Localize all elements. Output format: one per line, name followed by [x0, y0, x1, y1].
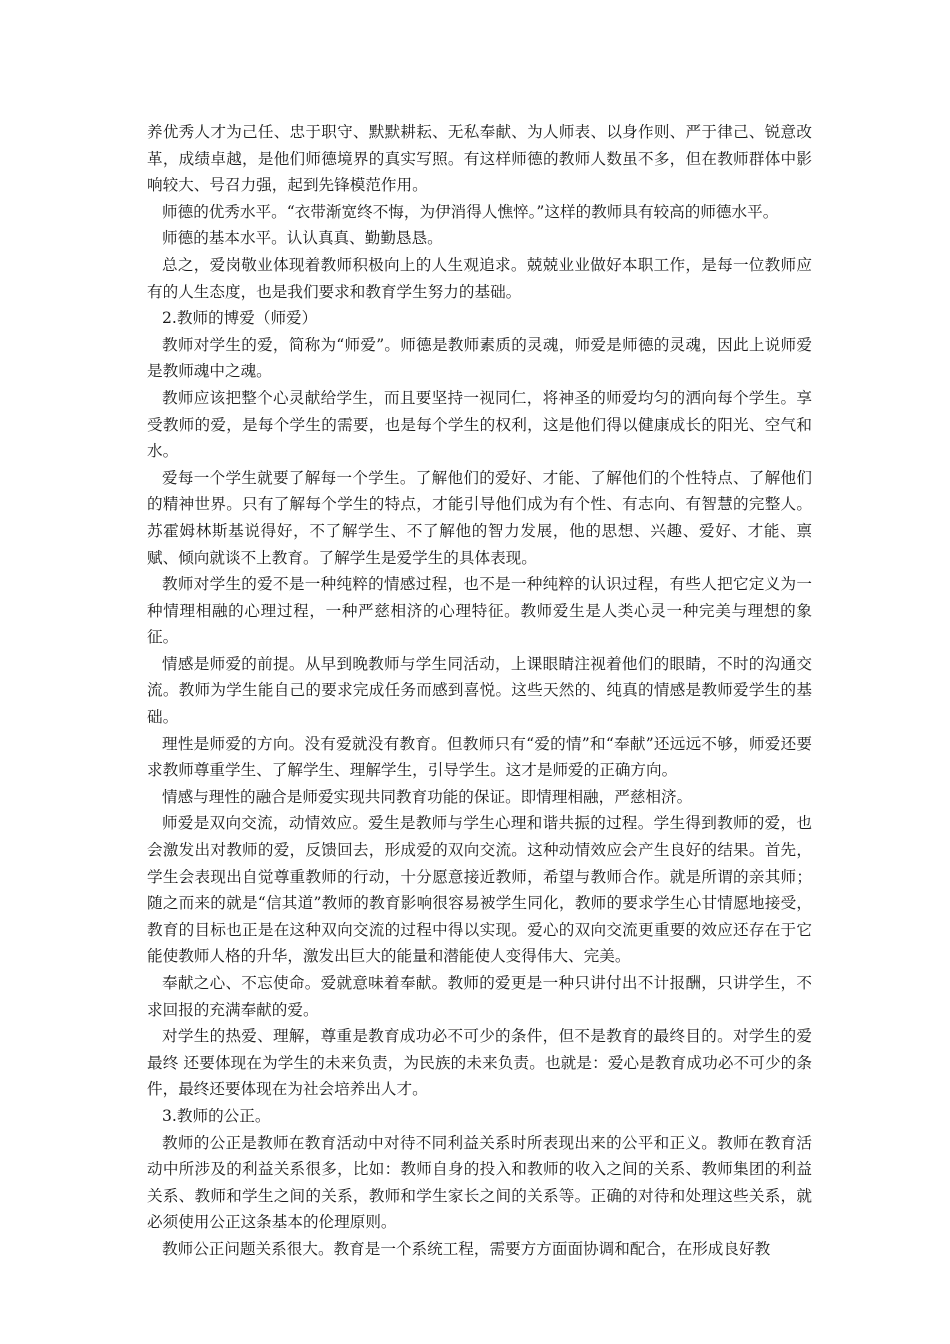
paragraph-fairness-definition: 教师的公正是教师在教育活动中对待不同利益关系时所表现出来的公平和正义。教师在教育活动中所涉及的利益关系很多，比如：教师自身的投入和教师的收入之间的关系、教师集团的利益关系、教师和学生之间的关系，教师和学生家长之间的关系等。正确的对待和处理这些关系，就必须使用公正这条基本的伦理原则。 — [147, 1133, 812, 1232]
paragraph-understand-students: 爱每一个学生就要了解每一个学生。了解他们的爱好、才能、了解他们的个性特点、了解他们的精神世界。只有了解每个学生的特点，才能引导他们成为有个性、有志向、有智慧的完整人。苏霍姆林斯基说得好，不了解学生、不了解他的智力发展，他的思想、兴趣、爱好、才能、禀赋、倾向就谈不上教育。了解学生是爱学生的具体表现。 — [147, 468, 812, 567]
paragraph-emotion-premise: 情感是师爱的前提。从早到晚教师与学生同活动，上课眼睛注视着他们的眼睛，不时的沟通交流。教师为学生能自己的要求完成任务而感到喜悦。这些天然的、纯真的情感是教师爱学生的基础。 — [147, 654, 812, 727]
paragraph-dedication: 奉献之心、不忘使命。爱就意味着奉献。教师的爱更是一种只讲付出不计报酬，只讲学生，不求回报的充满奉献的爱。 — [147, 974, 812, 1019]
section-heading-teacher-fairness: 3.教师的公正。 — [162, 1106, 271, 1125]
paragraph-love-process: 教师对学生的爱不是一种纯粹的情感过程，也不是一种纯粹的认识过程，有些人把它定义为一种情理相融的心理过程，一种严慈相济的心理特征。教师爱生是人类心灵一种完美与理想的象征。 — [147, 575, 812, 647]
paragraph-summary: 总之，爱岗敬业体现着教师积极向上的人生观追求。兢兢业业做好本职工作，是每一位教师应有的人生态度，也是我们要求和教育学生努力的基础。 — [147, 255, 812, 301]
paragraph-education-success: 对学生的热爱、理解，尊重是教育成功必不可少的条件，但不是教育的最终目的。对学生的爱最终 还要体现在为学生的未来负责，为民族的未来负责。也就是：爱心是教育成功必不可少的条件，最终还要体现在为社会培养出人才。 — [147, 1027, 812, 1099]
paragraph-fairness-importance: 教师公正问题关系很大。教育是一个系统工程，需要方方面面协调和配合，在形成良好教 — [162, 1239, 771, 1258]
paragraph-teacher-love-definition: 教师对学生的爱，简称为“师爱”。师德是教师素质的灵魂，师爱是师德的灵魂，因此上说师爱是教师魂中之魂。 — [147, 335, 812, 381]
paragraph-excellent-level: 师德的优秀水平。“衣带渐宽终不悔，为伊消得人憔悴。”这样的教师具有较高的师德水平。 — [162, 202, 779, 221]
paragraph-two-way-exchange: 师爱是双向交流，动情效应。爱生是教师与学生心理和谐共振的过程。学生得到教师的爱，也会激发出对教师的爱，反馈回去，形成爱的双向交流。这种动情效应会产生良好的结果。首先，学生会表现出自觉尊重教师的行动，十分愿意接近教师，希望与教师合作。就是所谓的亲其师；随之而来的就是“信其道”教师的教育影响很容易被学生同化，教师的要求学生心甘情愿地接受，教育的目标也正是在这种双向交流的过程中得以实现。爱心的双向交流更重要的效应还存在于它能使教师人格的升华，激发出巨大的能量和潜能使人变得伟大、完美。 — [147, 814, 812, 966]
paragraph-equal-love: 教师应该把整个心灵献给学生，而且要坚持一视同仁，将神圣的师爱均匀的洒向每个学生。享受教师的爱，是每个学生的需要，也是每个学生的权利，这是他们得以健康成长的阳光、空气和水。 — [147, 388, 812, 461]
paragraph-emotion-reason-fusion: 情感与理性的融合是师爱实现共同教育功能的保证。即情理相融，严慈相济。 — [162, 787, 693, 806]
paragraph-reason-direction: 理性是师爱的方向。没有爱就没有教育。但教师只有“爱的情”和“奉献”还远远不够，师爱还要求教师尊重学生、了解学生、理解学生，引导学生。这才是师爱的正确方向。 — [147, 734, 812, 780]
paragraph-basic-level: 师德的基本水平。认认真真、勤勤恳恳。 — [162, 229, 443, 248]
section-heading-teacher-love: 2.教师的博爱（师爱） — [162, 309, 318, 328]
paragraph-continuation: 养优秀人才为己任、忠于职守、默默耕耘、无私奉献、为人师表、以身作则、严于律己、锐意改革，成绩卓越，是他们师德境界的真实写照。有这样师德的教师人数虽不多，但在教师群体中影响较大、号召力强，起到先锋模范作用。 — [147, 123, 812, 195]
document-body — [147, 119, 812, 1263]
